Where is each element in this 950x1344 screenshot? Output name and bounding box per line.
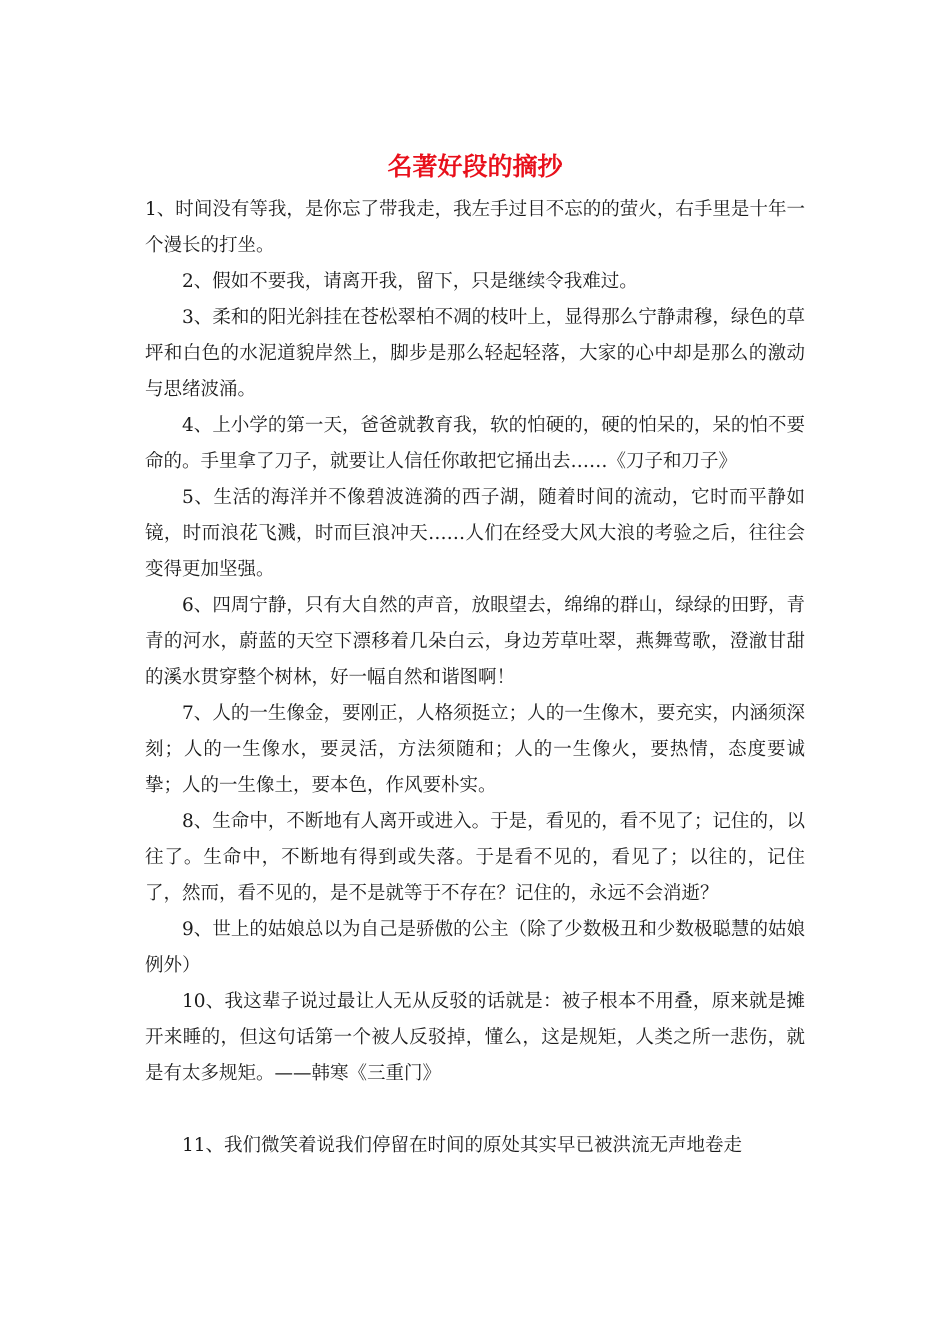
paragraph-10: 10、我这辈子说过最让人无从反驳的话就是：被子根本不用叠，原来就是摊开来睡的，但这句话第一个被人反驳掉，懂么，这是规矩，人类之所一悲伤，就是有太多规矩。——韩寒《三重门》	[145, 991, 805, 1084]
paragraph-2: 2、假如不要我，请离开我，留下，只是继续令我难过。	[182, 271, 638, 292]
paragraph-1: 1、时间没有等我，是你忘了带我走，我左手过目不忘的的萤火，右手里是十年一个漫长的打坐。	[145, 199, 805, 256]
document-title: 名著好段的摘抄	[387, 152, 563, 181]
paragraph-4: 4、上小学的第一天，爸爸就教育我，软的怕硬的，硬的怕呆的，呆的怕不要命的。手里拿了刀子，就要让人信任你敢把它捅出去……《刀子和刀子》	[145, 415, 805, 472]
paragraph-8: 8、生命中，不断地有人离开或进入。于是，看见的，看不见了；记住的，以往了。生命中，不断地有得到或失落。于是看不见的，看见了；以往的，记住了，然而，看不见的，是不是就等于不存在？记住的，永远不会消逝？	[145, 811, 805, 904]
paragraph-9: 9、世上的姑娘总以为自己是骄傲的公主（除了少数极丑和少数极聪慧的姑娘例外）	[145, 919, 805, 976]
paragraph-6: 6、四周宁静，只有大自然的声音，放眼望去，绵绵的群山，绿绿的田野，青青的河水，蔚蓝的天空下漂移着几朵白云，身边芳草吐翠，燕舞莺歌，澄澈甘甜的溪水贯穿整个树林，好一幅自然和谐图啊！	[145, 595, 805, 688]
paragraph-7: 7、人的一生像金，要刚正，人格须挺立；人的一生像木，要充实，内涵须深刻；人的一生像水，要灵活，方法须随和；人的一生像火，要热情，态度要诚挚；人的一生像土，要本色，作风要朴实。	[145, 703, 805, 796]
document-body	[145, 192, 805, 1164]
paragraph-5: 5、生活的海洋并不像碧波涟漪的西子湖，随着时间的流动，它时而平静如镜，时而浪花飞溅，时而巨浪冲天……人们在经受大风大浪的考验之后，往往会变得更加坚强。	[145, 487, 805, 580]
paragraph-11: 11、我们微笑着说我们停留在时间的原处其实早已被洪流无声地卷走	[182, 1135, 743, 1156]
paragraph-3: 3、柔和的阳光斜挂在苍松翠柏不凋的枝叶上，显得那么宁静肃穆，绿色的草坪和白色的水泥道貌岸然上，脚步是那么轻起轻落，大家的心中却是那么的激动与思绪波涌。	[145, 307, 805, 400]
